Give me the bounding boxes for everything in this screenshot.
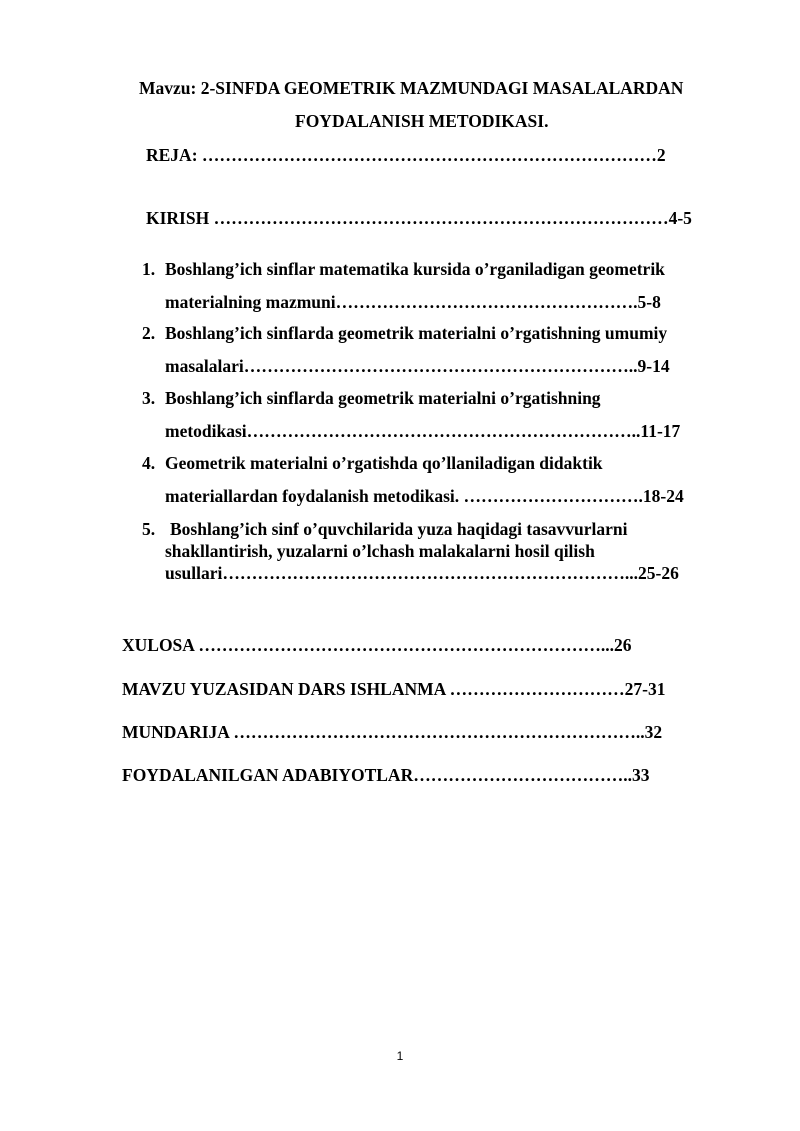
toc-reja: REJA: ……………………………………………………………………2 [146, 145, 666, 165]
title-line-1: Mavzu: 2-SINFDA GEOMETRIK MAZMUNDAGI MASALALARDAN [139, 78, 684, 98]
toc-xulosa: XULOSA ……………………………………………………………...26 [122, 635, 632, 655]
title-line-2: FOYDALANISH METODIKASI. [295, 111, 549, 131]
toc-item-number: 5. [142, 519, 156, 539]
toc-item-line: metodikasi…………………………………………………………..11-17 [165, 421, 681, 441]
toc-foydalanilgan-adabiyotlar: FOYDALANILGAN ADABIYOTLAR………………………………..33 [122, 765, 650, 785]
toc-kirish: KIRISH ……………………………………………………………………4-5 [146, 208, 692, 228]
toc-item-line: Boshlang’ich sinflarda geometrik materialni o’rgatishning umumiy [165, 323, 668, 343]
toc-item-line: materiallardan foydalanish metodikasi. ………………………….18-24 [165, 486, 684, 506]
toc-item-number: 4. [142, 453, 156, 473]
toc-item-line: Boshlang’ich sinflarda geometrik materialni o’rgatishning [165, 388, 601, 408]
toc-mavzu-yuzasidan: MAVZU YUZASIDAN DARS ISHLANMA …………………………27-31 [122, 679, 666, 699]
page-number: 1 [396, 1049, 404, 1063]
toc-item-number: 3. [142, 388, 156, 408]
toc-item-line: masalalari…………………………………………………………..9-14 [165, 356, 670, 376]
toc-mundarija: MUNDARIJA ……………………………………………………………..32 [122, 722, 663, 742]
toc-item-line: shakllantirish, yuzalarni o’lchash malakalarni hosil qilish [165, 541, 595, 561]
toc-item-line: Geometrik materialni o’rgatishda qo’llaniladigan didaktik [165, 453, 603, 473]
toc-item-line: usullari……………………………………………………………...25-26 [165, 563, 679, 583]
toc-item-line: Boshlang’ich sinf o’quvchilarida yuza haqidagi tasavvurlarni [170, 519, 628, 539]
toc-item-number: 2. [142, 323, 156, 343]
toc-item-line: Boshlang’ich sinflar matematika kursida o’rganiladigan geometrik [165, 259, 665, 279]
toc-item-number: 1. [142, 259, 156, 279]
toc-item-line: materialning mazmuni…………………………………………….5-8 [165, 292, 661, 312]
